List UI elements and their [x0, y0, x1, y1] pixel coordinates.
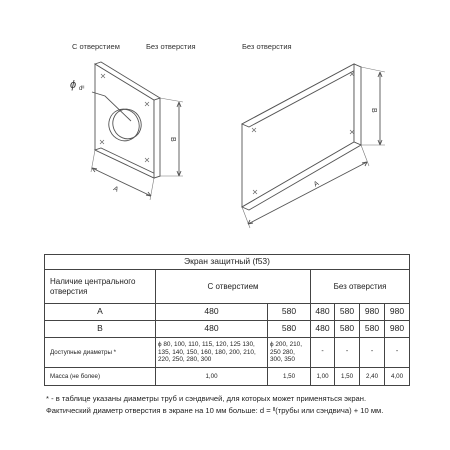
footnote-line-2: Фактический диаметр отверстия в экране на 10 мм больше: d = ᴵᴵ(трубы или сэндвича) + 10 мм. — [46, 406, 384, 415]
header-center-hole: Наличие центрального отверстия — [45, 270, 156, 304]
right-dimension-a: A — [312, 180, 321, 189]
cell-mass-with-1: 1,00 — [156, 368, 268, 386]
plate-without-hole — [242, 64, 385, 228]
label-without-hole-left: Без отверстия — [146, 42, 196, 51]
cell-b-without-4: 980 — [385, 321, 410, 338]
label-with-hole: С отверстием — [72, 42, 120, 51]
table-header-row — [45, 270, 410, 304]
cell-diameters-without-2: - — [335, 338, 360, 368]
cell-b-without-1: 480 — [311, 321, 335, 338]
row-label-b: B — [45, 321, 156, 338]
diameter-symbol: ϕ — [70, 79, 77, 91]
left-dimension-b: B — [169, 137, 176, 142]
header-with-hole: С отверстием — [156, 270, 311, 304]
footnote-line-1: * - в таблице указаны диаметры труб и сэндвичей, для которых может применяться экран. — [46, 394, 367, 403]
table-row — [45, 338, 410, 368]
cell-diameters-without-4: - — [385, 338, 410, 368]
cell-a-with-1: 480 — [156, 304, 268, 321]
row-label-mass: Масса (не более) — [45, 368, 156, 386]
cell-b-without-2: 580 — [335, 321, 360, 338]
cell-a-without-2: 580 — [335, 304, 360, 321]
cell-a-without-3: 980 — [360, 304, 385, 321]
cell-b-with-1: 480 — [156, 321, 268, 338]
cell-diameters-without-3: - — [360, 338, 385, 368]
plate-with-hole — [91, 62, 183, 200]
cell-diameters-without-1: - — [311, 338, 335, 368]
header-without-hole: Без отверстия — [311, 270, 410, 304]
diameter-subscript: dᴵᴵ — [79, 86, 85, 92]
left-dimension-a: A — [112, 185, 120, 194]
cell-b-without-3: 580 — [360, 321, 385, 338]
right-dimension-b: B — [370, 108, 377, 113]
cell-a-without-4: 980 — [385, 304, 410, 321]
spec-table — [44, 254, 410, 386]
table-title: Экран защитный (f53) — [45, 255, 410, 270]
cell-diameters-with-2: ϕ 200, 210, 250 280, 300, 350 — [268, 338, 311, 368]
table-row — [45, 304, 410, 321]
cell-a-without-1: 480 — [311, 304, 335, 321]
label-without-hole-right: Без отверстия — [242, 42, 292, 51]
row-label-a: A — [45, 304, 156, 321]
table-title-row — [45, 255, 410, 270]
cell-mass-without-2: 1,50 — [335, 368, 360, 386]
cell-mass-without-4: 4,00 — [385, 368, 410, 386]
cell-diameters-with-1: ϕ 80, 100, 110, 115, 120, 125 130, 135, 140, 150, 160, 180, 200, 210, 220, 250, 280, 300 — [156, 338, 268, 368]
cell-mass-with-2: 1,50 — [268, 368, 311, 386]
table-row — [45, 368, 410, 386]
cell-a-with-2: 580 — [268, 304, 311, 321]
cell-mass-without-1: 1,00 — [311, 368, 335, 386]
row-label-diameters: Доступные диаметры * — [45, 338, 156, 368]
table-row — [45, 321, 410, 338]
cell-mass-without-3: 2,40 — [360, 368, 385, 386]
cell-b-with-2: 580 — [268, 321, 311, 338]
